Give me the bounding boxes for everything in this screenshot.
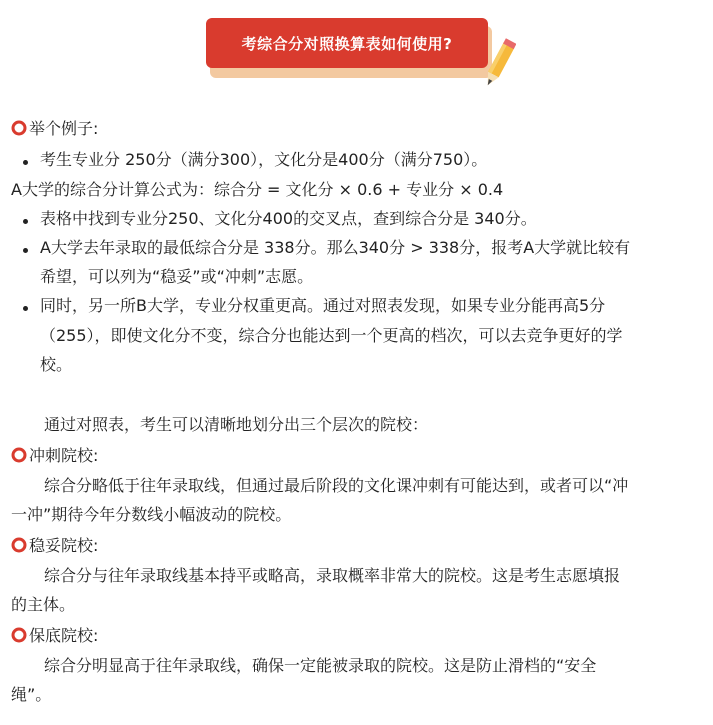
- example-bullet-4-line-2: （255），即使文化分不变，综合分也能达到一个更高的档次，可以去竞争更好的学: [40, 326, 623, 345]
- pencil-icon: [482, 36, 516, 92]
- bullet-dot: [23, 306, 28, 311]
- sprint-heading-text: 冲刺院校:: [29, 446, 99, 465]
- example-heading-text: 举个例子:: [29, 119, 99, 138]
- bullet-dot: [23, 248, 28, 253]
- circle-mark-icon: [11, 627, 27, 643]
- stable-line-1: 综合分与往年录取线基本持平或略高，录取概率非常大的院校。这是考生志愿填报: [44, 566, 621, 585]
- levels-intro: 通过对照表，考生可以清晰地划分出三个层次的院校：: [44, 415, 429, 434]
- banner-title: 考综合分对照换算表如何使用?: [206, 18, 488, 68]
- safe-heading-text: 保底院校:: [29, 626, 99, 645]
- example-bullet-1: 考生专业分 250分（满分300），文化分是400分（满分750）。: [40, 150, 488, 169]
- safe-line-1: 综合分明显高于往年录取线，确保一定能被录取的院校。这是防止滑档的“安全: [44, 656, 597, 675]
- example-bullet-3-line-2: 希望，可以列为“稳妥”或“冲刺”志愿。: [40, 267, 314, 286]
- example-heading: [11, 117, 98, 141]
- safe-heading: [11, 624, 98, 648]
- safe-line-2: 绳”。: [11, 685, 52, 704]
- title-banner: [206, 18, 506, 80]
- stable-line-2: 的主体。: [11, 595, 76, 614]
- example-bullet-4-line-3: 校。: [40, 355, 73, 374]
- sprint-line-2: 一冲”期待今年分数线小幅波动的院校。: [11, 505, 292, 524]
- example-bullet-3-line-1: A大学去年录取的最低综合分是 338分。那么340分 > 338分，报考A大学就比较有: [40, 238, 631, 257]
- bullet-dot: [23, 160, 28, 165]
- stable-heading-text: 稳妥院校:: [29, 536, 99, 555]
- sprint-line-1: 综合分略低于往年录取线，但通过最后阶段的文化课冲刺有可能达到，或者可以“冲: [44, 476, 629, 495]
- example-bullet-4-line-1: 同时，另一所B大学，专业分权重更高。通过对照表发现，如果专业分能再高5分: [40, 296, 606, 315]
- sprint-heading: [11, 444, 98, 468]
- stable-heading: [11, 534, 98, 558]
- circle-mark-icon: [11, 537, 27, 553]
- circle-mark-icon: [11, 120, 27, 136]
- bullet-dot: [23, 219, 28, 224]
- formula-line: A大学的综合分计算公式为：综合分 = 文化分 × 0.6 + 专业分 × 0.4: [11, 180, 504, 199]
- circle-mark-icon: [11, 447, 27, 463]
- example-bullet-2: 表格中找到专业分250、文化分400的交叉点，查到综合分是 340分。: [40, 209, 537, 228]
